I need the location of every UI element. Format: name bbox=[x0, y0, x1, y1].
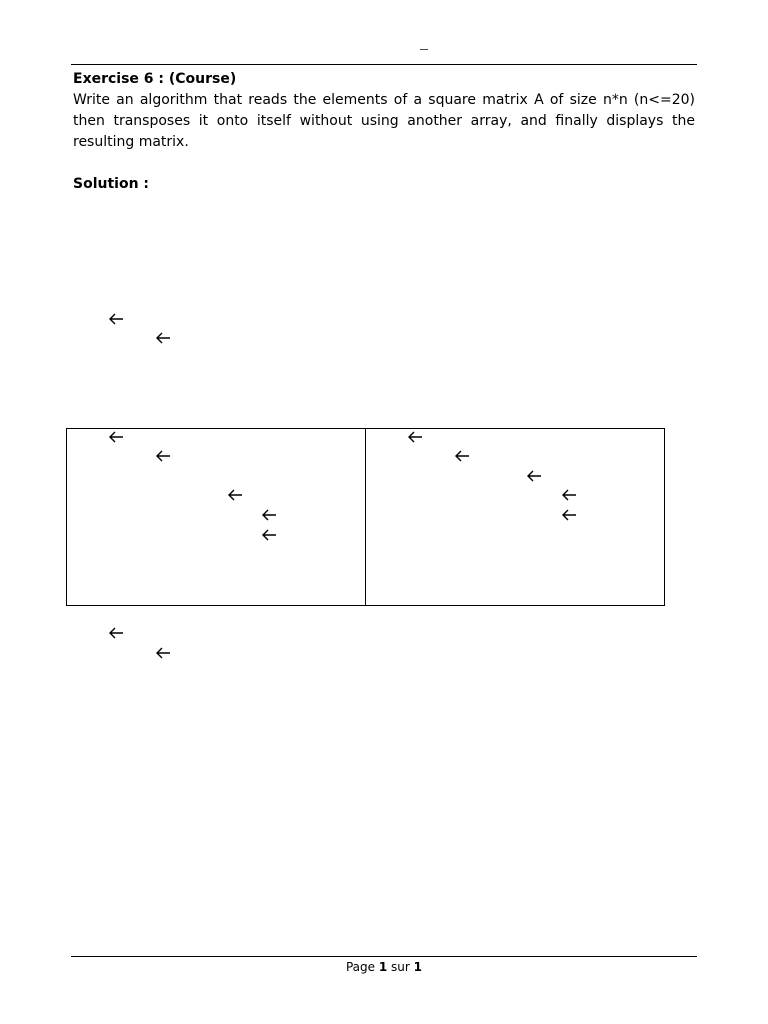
left-arrow-icon bbox=[155, 449, 171, 465]
left-arrow-icon bbox=[261, 528, 277, 544]
left-arrow-icon bbox=[261, 508, 277, 524]
page-footer bbox=[0, 960, 768, 974]
left-arrow-icon bbox=[561, 508, 577, 524]
algorithm-box-right bbox=[365, 428, 665, 606]
left-arrow-icon bbox=[155, 646, 171, 662]
footer-page-number: 1 bbox=[378, 960, 388, 974]
header-link-mark bbox=[420, 49, 428, 50]
left-arrow-icon bbox=[454, 449, 470, 465]
exercise-statement: Write an algorithm that reads the elements of a square matrix A of size n*n (n<=20) then transposes it onto itself without using another array, and finally displays the resulting matrix. bbox=[73, 92, 695, 150]
left-arrow-icon bbox=[108, 626, 124, 642]
left-arrow-icon bbox=[108, 430, 124, 446]
left-arrow-icon bbox=[108, 312, 124, 328]
left-arrow-icon bbox=[407, 430, 423, 446]
footer-rule bbox=[71, 956, 697, 957]
exercise-title: Exercise 6 : (Course) bbox=[73, 71, 237, 87]
footer-page-word: Page bbox=[345, 960, 376, 974]
header-rule bbox=[71, 64, 697, 65]
algorithm-box-left bbox=[66, 428, 366, 606]
left-arrow-icon bbox=[526, 469, 542, 485]
solution-label: Solution : bbox=[73, 176, 150, 192]
left-arrow-icon bbox=[155, 331, 171, 347]
footer-of-word: sur bbox=[391, 960, 410, 974]
footer-total-pages: 1 bbox=[413, 960, 423, 974]
left-arrow-icon bbox=[561, 488, 577, 504]
left-arrow-icon bbox=[227, 488, 243, 504]
